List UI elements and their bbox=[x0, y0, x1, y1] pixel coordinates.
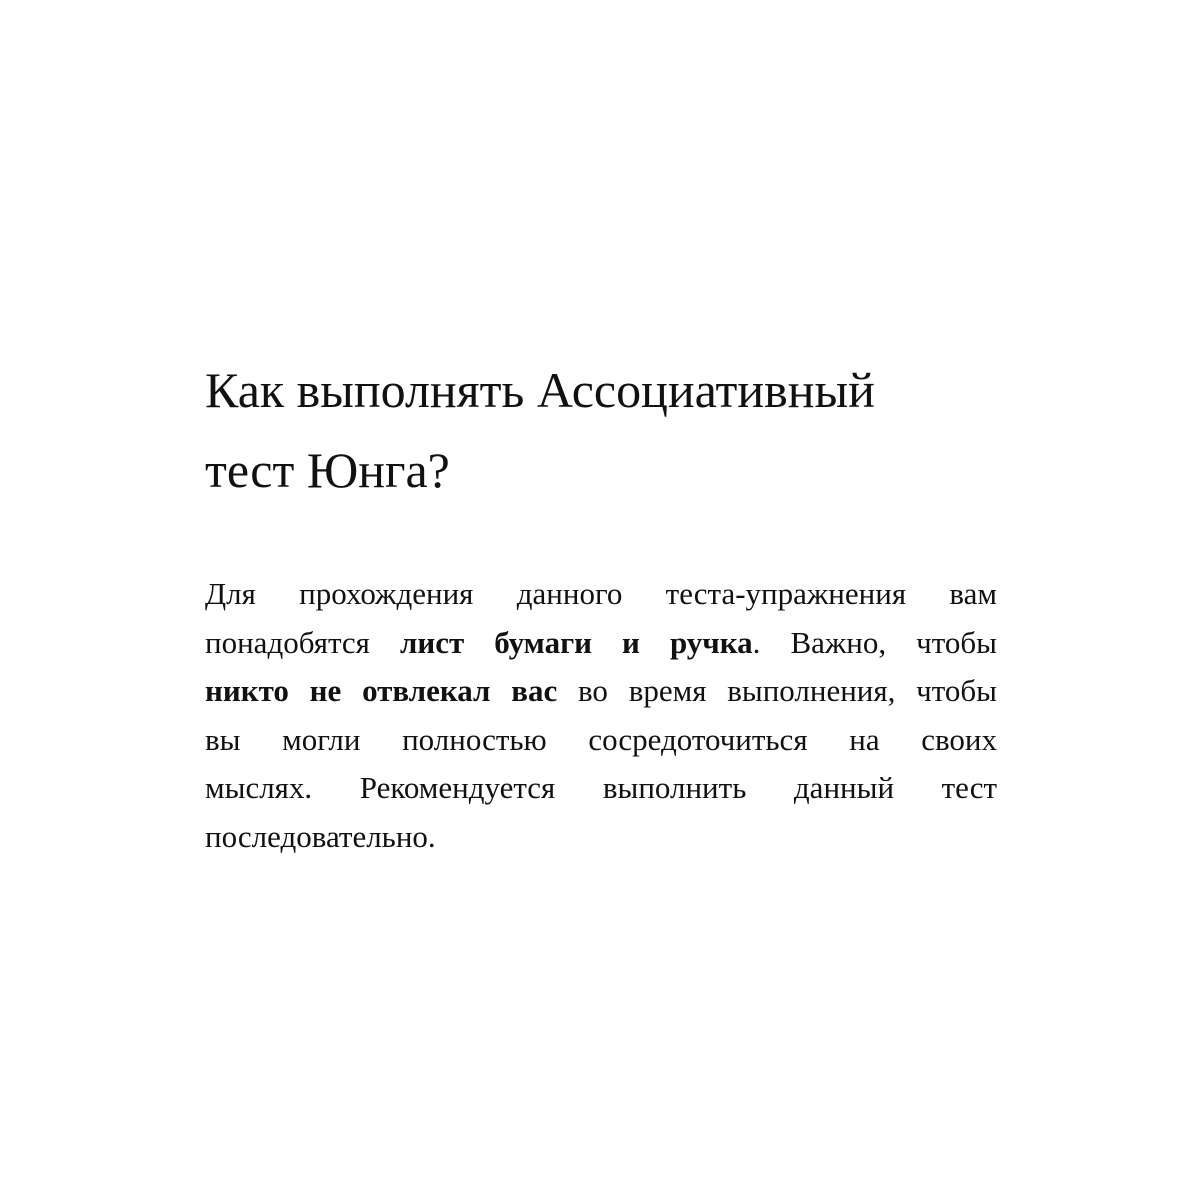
paragraph-line bbox=[205, 716, 997, 765]
paragraph-line bbox=[205, 570, 997, 619]
title-line: тест Юнга? bbox=[205, 442, 450, 498]
page-title bbox=[205, 350, 1025, 510]
bold-text: никто не отвлекал вас bbox=[205, 673, 558, 708]
text-segment: мыслях. Рекомендуется выполнить данный тест bbox=[205, 770, 997, 805]
text-segment: во время выполнения, чтобы bbox=[557, 673, 997, 708]
text-segment: понадобятся bbox=[205, 624, 400, 660]
body-paragraph bbox=[205, 570, 997, 861]
paragraph-line bbox=[205, 667, 997, 716]
text-segment: вы могли полностью сосредоточиться на своих bbox=[205, 721, 997, 757]
text-segment: последовательно. bbox=[205, 818, 436, 854]
paragraph-line bbox=[205, 813, 997, 862]
text-segment: Для прохождения данного теста-упражнения вам bbox=[205, 576, 997, 611]
title-line: Как выполнять Ассоциативный bbox=[205, 362, 875, 418]
bold-text: лист бумаги и ручка bbox=[399, 624, 753, 660]
paragraph-line bbox=[205, 764, 997, 813]
paragraph-line bbox=[205, 619, 997, 668]
text-segment: . Важно, чтобы bbox=[752, 624, 998, 660]
